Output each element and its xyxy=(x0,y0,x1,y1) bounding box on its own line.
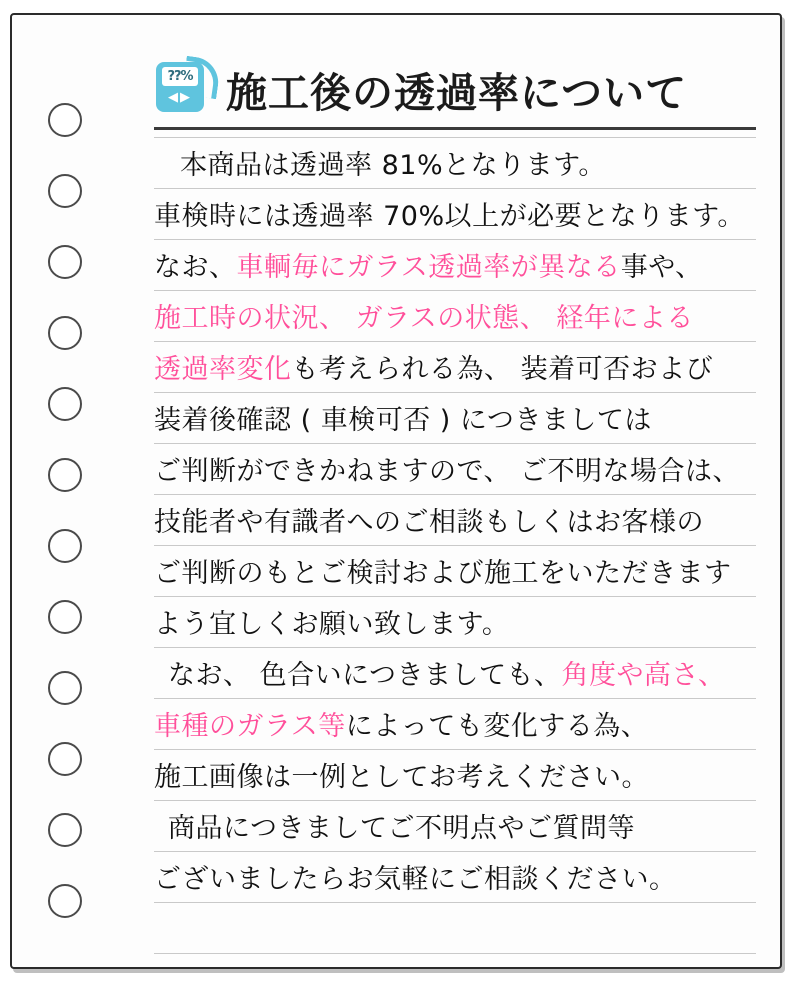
punch-hole xyxy=(48,316,82,350)
text-line xyxy=(154,596,760,647)
text-segment: 車検時には透過率 70%以上が必要となります。 xyxy=(154,201,745,232)
text-segment: 商品につきましてご不明点やご質問等 xyxy=(168,813,635,844)
text-line xyxy=(154,239,760,290)
punch-hole xyxy=(48,529,82,563)
text-segment: ご判断ができかねますので、 ご不明な場合は、 xyxy=(154,456,741,487)
text-line xyxy=(154,647,760,698)
text-segment: ご判断のもとご検討および施工をいただきます xyxy=(154,558,732,589)
rule-line xyxy=(154,953,756,954)
punch-hole xyxy=(48,458,82,492)
icon-badge-text: ??% xyxy=(162,67,198,86)
notepad-sheet xyxy=(10,13,782,969)
text-segment: も考えられる為、 装着可否および xyxy=(291,354,714,385)
page-title: 施工後の透過率について xyxy=(226,68,688,117)
text-line xyxy=(154,392,760,443)
text-segment: 技能者や有識者へのご相談もしくはお客様の xyxy=(154,507,704,538)
header-underline xyxy=(154,127,756,130)
text-segment: よう宜しくお願い致します。 xyxy=(154,609,510,640)
document-header xyxy=(154,53,760,125)
text-segment: 施工画像は一例としてお考えください。 xyxy=(154,762,649,793)
text-line xyxy=(154,545,760,596)
punch-hole xyxy=(48,671,82,705)
punch-hole xyxy=(48,245,82,279)
text-line xyxy=(154,341,760,392)
punch-hole xyxy=(48,884,82,918)
rule-line xyxy=(154,902,756,903)
text-segment: なお、 xyxy=(154,252,237,283)
text-segment: によっても変化する為、 xyxy=(345,711,649,742)
text-segment: なお、 色合いにつきましても、 xyxy=(168,660,562,691)
text-line xyxy=(154,698,760,749)
text-segment: 角度や高さ、 xyxy=(561,660,726,691)
text-line xyxy=(154,188,760,239)
text-line xyxy=(154,137,760,188)
punch-hole xyxy=(48,600,82,634)
punch-hole xyxy=(48,103,82,137)
text-line xyxy=(154,749,760,800)
punch-hole xyxy=(48,387,82,421)
text-segment: 車種のガラス等 xyxy=(154,711,346,742)
text-segment: 施工時の状況、 ガラスの状態、 経年による xyxy=(154,303,694,334)
text-line xyxy=(154,290,760,341)
text-segment: 事や、 xyxy=(620,252,703,283)
text-segment: 車輌毎にガラス透過率が異なる xyxy=(236,252,621,283)
transmittance-window-icon xyxy=(154,60,214,118)
text-segment: 装着後確認 ( 車検可否 ) につきましては xyxy=(154,405,652,436)
text-line xyxy=(154,443,760,494)
punch-hole xyxy=(48,813,82,847)
text-line xyxy=(154,851,760,902)
text-segment: ございましたらお気軽にご相談ください。 xyxy=(154,864,677,895)
punch-hole xyxy=(48,174,82,208)
body-text xyxy=(154,137,760,902)
punch-hole-column xyxy=(12,15,122,967)
punch-hole xyxy=(48,742,82,776)
icon-arrows: ◀▶ xyxy=(168,90,192,105)
text-line xyxy=(154,494,760,545)
text-segment: 透過率変化 xyxy=(154,354,292,385)
text-segment: 本商品は透過率 81%となります。 xyxy=(180,150,606,181)
text-line xyxy=(154,800,760,851)
